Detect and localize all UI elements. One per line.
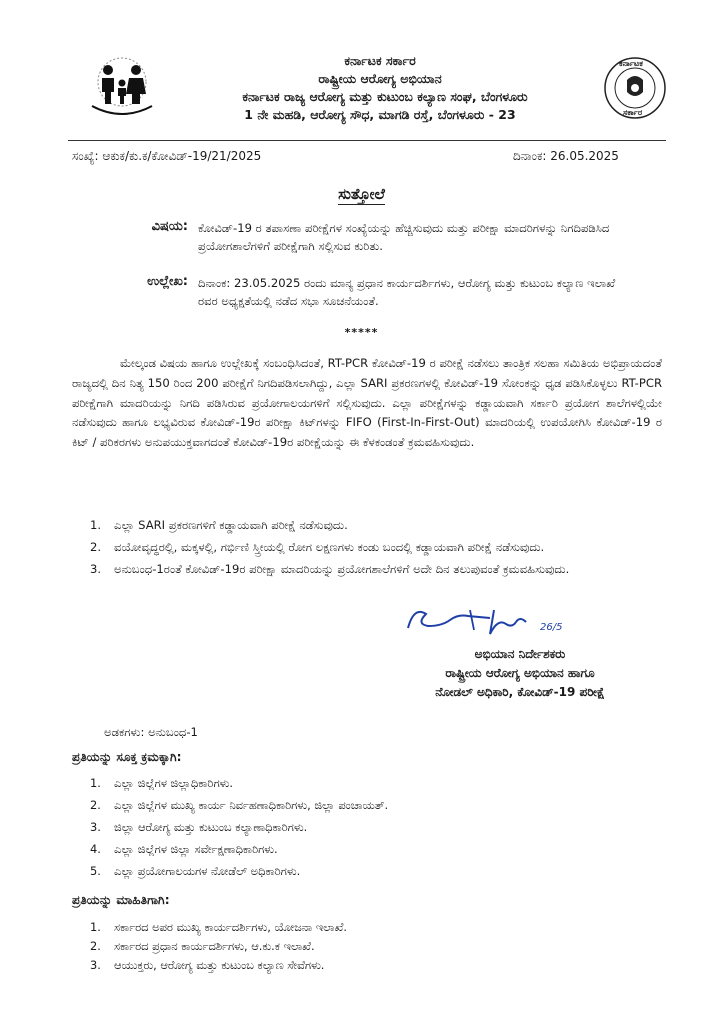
header-society: ಕರ್ನಾಟಕ ರಾಜ್ಯ ಆರೋಗ್ಯ ಮತ್ತು ಕುಟುಂಬ ಕಲ್ಯಾಣ ಸಂಘ, ಬೆಂಗಳೂರು [242, 89, 528, 104]
header-mission: ರಾಷ್ಟ್ರೀಯ ಆರೋಗ್ಯ ಅಭಿಯಾನ [318, 71, 442, 86]
signatory-nodal: ನೋಡಲ್ ಅಧಿಕಾರಿ, ಕೋವಿಡ್-19 ಪರೀಕ್ಷೆ [435, 685, 605, 699]
subject-label: ವಿಷಯ: [151, 219, 188, 234]
list-item: 1. ಸರ್ಕಾರದ ಅಪರ ಮುಖ್ಯ ಕಾರ್ಯದರ್ಶಿಗಳು, ಯೋಜನಾ ಇಲಾಖೆ. [90, 920, 347, 934]
body-paragraph: ಮೇಲ್ಕಂಡ ವಿಷಯ ಹಾಗೂ ಉಲ್ಲೇಖಕ್ಕೆ ಸಂಬಂಧಿಸಿದಂತೆ, RT-PCR ಕೋವಿಡ್-19 ರ ಪರೀಕ್ಷೆ ನಡೆಸಲು ತಾಂತ್ರಿಕ ಸಲಹಾ ಸಮಿತಿಯ ಅಭಿಪ್ರಾಯದಂತೆ ರಾಜ್ಯದಲ್ಲಿ ದಿನ ನಿತ್ಯ 150 ರಿಂದ 200 ಪರೀಕ್ಷೆಗೆ ನಿಗದಿಪಡಿಸಲಾಗಿದ್ದು, ಎಲ್ಲಾ SARI ಪ್ರಕರಣಗಳಲ್ಲಿ ಕೋವಿಡ್-19 ಸೋಂಕನ್ನು ಧೃಡ ಪಡಿಸಿಕೊಳ್ಳಲು RT-PCR ಪರೀಕ್ಷೆಗಾಗಿ ಮಾದರಿಯನ್ನು ನಿಗದಿ ಪಡಿಸಿರುವ ಪ್ರಯೋಗಾಲಯಗಳಿಗೆ ಸಲ್ಲಿಸುವುದು. ಎಲ್ಲಾ ಪರೀಕ್ಷೆಗಳನ್ನು ಕಡ್ಡಾಯವಾಗಿ ಸರ್ಕಾರಿ ಪ್ರಯೋಗ ಶಾಲೆಗಳಲ್ಲಿಯೇ ನಡೆಸುವುದು ಹಾಗೂ ಲಭ್ಯವಿರುವ ಕೋವಿಡ್-19ರ ಪರೀಕ್ಷಾ ಕಿಟ್‌ಗಳನ್ನು FIFO (First-In-First-Out) ಮಾದರಿಯಲ್ಲಿ ಉಪಯೋಗಿಸಿ ಕೋವಿಡ್-19 ರ ಕಿಟ್ / ಪರಿಕರಗಳು ಅನುಪಯುಕ್ತವಾಗದಂತೆ ಕೋವಿಡ್-19ರ ಪರೀಕ್ಷೆಯನ್ನು ಈ ಕೆಳಕಂಡಂತೆ ಕ್ರಮವಹಿಸುವುದು. [72, 356, 662, 450]
list-item: 5. ಎಲ್ಲಾ ಪ್ರಯೋಗಾಲಯಗಳ ನೋಡೆಲ್ ಅಧಿಕಾರಿಗಳು. [90, 864, 301, 878]
karnataka-emblem-logo [603, 50, 667, 126]
copy-action-list [90, 774, 650, 884]
reference-text: ದಿನಾಂಕ: 23.05.2025 ರಂದು ಮಾನ್ಯ ಪ್ರಧಾನ ಕಾರ್ಯದರ್ಶಿಗಳು, ಆರೋಗ್ಯ ಮತ್ತು ಕುಟುಂಬ ಕಲ್ಯಾಣ ಇಲಾಖೆ ರವರ ಅಧ್ಯಕ್ಷತೆಯಲ್ಲಿ ನಡೆದ ಸಭಾ ಸೂಚನೆಯಂತೆ. [198, 276, 616, 308]
copy-info-list [90, 918, 650, 975]
signatory-title: ಅಭಿಯಾನ ನಿರ್ದೇಶಕರು [474, 647, 566, 661]
list-item: 4. ಎಲ್ಲಾ ಜಿಲ್ಲೆಗಳ ಜಿಲ್ಲಾ ಸರ್ವೇಕ್ಷಣಾಧಿಕಾರಿಗಳು. [90, 842, 278, 856]
reference-number: ಸಂಖ್ಯೆ: ಆಕುಕ/ಕು.ಕ/ಕೋವಿಡ್-19/21/2025 [72, 149, 262, 163]
list-item: 2. ಎಲ್ಲಾ ಜಿಲ್ಲೆಗಳ ಮುಖ್ಯ ಕಾರ್ಯ ನಿರ್ವಹಣಾಧಿಕಾರಿಗಳು, ಜಿಲ್ಲಾ ಪಂಚಾಯತ್. [90, 798, 389, 812]
header-divider [68, 140, 666, 141]
list-item: 1. ಎಲ್ಲಾ SARI ಪ್ರಕರಣಗಳಿಗೆ ಕಡ್ಡಾಯವಾಗಿ ಪರೀಕ್ಷೆ ನಡೆಸುವುದು. [90, 518, 348, 532]
enclosures: ಅಡಕಗಳು: ಅನುಬಂಧ-1 [104, 725, 198, 739]
header-government: ಕರ್ನಾಟಕ ಸರ್ಕಾರ [344, 53, 416, 68]
copy-action-heading: ಪ್ರತಿಯನ್ನು ಸೂಕ್ತ ಕ್ರಮಕ್ಕಾಗಿ: [72, 750, 182, 764]
copy-info-heading: ಪ್ರತಿಯನ್ನು ಮಾಹಿತಿಗಾಗಿ: [72, 893, 170, 907]
list-item: 2. ಸರ್ಕಾರದ ಪ್ರಧಾನ ಕಾರ್ಯದರ್ಶಿಗಳು, ಆ.ಕು.ಕ ಇಲಾಖೆ. [90, 939, 315, 953]
handwritten-signature [400, 602, 600, 642]
list-item: 3. ಆಯುಕ್ತರು, ಆರೋಗ್ಯ ಮತ್ತು ಕುಟುಂಬ ಕಲ್ಯಾಣ ಸೇವೆಗಳು. [90, 958, 325, 972]
document-title: ಸುತ್ತೋಲೆ [338, 185, 385, 203]
separator-stars: ***** [344, 326, 379, 339]
list-item: 3. ಅನುಬಂಧ-1ರಂತೆ ಕೋವಿಡ್-19ರ ಪರೀಕ್ಷಾ ಮಾದರಿಯನ್ನು ಪ್ರಯೋಗಶಾಲೆಗಳಿಗೆ ಅದೇ ದಿನ ತಲುಪುವಂತೆ ಕ್ರಮವಹಿಸುವುದು. [90, 562, 570, 576]
signatory-mission: ರಾಷ್ಟ್ರೀಯ ಆರೋಗ್ಯ ಅಭಿಯಾನ ಹಾಗೂ [445, 666, 595, 680]
header-address: 1 ನೇ ಮಹಡಿ, ಆರೋಗ್ಯ ಸೌಧ, ಮಾಗಡಿ ರಸ್ತೆ, ಬೆಂಗಳೂರು - 23 [244, 107, 516, 122]
signature-date: 26/5 [540, 622, 563, 633]
list-item: 2. ವಯೋವೃದ್ಧರಲ್ಲಿ, ಮಕ್ಕಳಲ್ಲಿ, ಗರ್ಭಿಣಿ ಸ್ತ್ರೀಯಲ್ಲಿ ರೋಗ ಲಕ್ಷಣಗಳು ಕಂಡು ಬಂದಲ್ಲಿ ಕಡ್ಡಾಯವಾಗಿ ಪರೀಕ್ಷೆ ನಡೆಸುವುದು. [90, 540, 545, 554]
subject-text: ಕೋವಿಡ್-19 ರ ತಪಾಸಣಾ ಪರೀಕ್ಷೆಗಳ ಸಂಖ್ಯೆಯನ್ನು ಹೆಚ್ಚಿಸುವುದು ಮತ್ತು ಪರೀಕ್ಷಾ ಮಾದರಿಗಳನ್ನು ನಿಗದಿಪಡಿಸಿದ ಪ್ರಯೋಗಶಾಲೆಗಳಿಗೆ ಪರೀಕ್ಷೆಗಾಗಿ ಸಲ್ಲಿಸುವ ಕುರಿತು. [198, 221, 610, 253]
reference-label: ಉಲ್ಲೇಖ: [147, 274, 188, 289]
emblem-top-text: ಕರ್ನಾಟಕ [619, 59, 643, 68]
list-item: 1. ಎಲ್ಲಾ ಜಿಲ್ಲೆಗಳ ಜಿಲ್ಲಾಧಿಕಾರಿಗಳು. [90, 776, 234, 790]
nhm-family-logo [78, 52, 166, 124]
instructions-list [90, 516, 650, 582]
emblem-bottom-text: ಸರ್ಕಾರ [623, 108, 643, 117]
list-item: 3. ಜಿಲ್ಲಾ ಆರೋಗ್ಯ ಮತ್ತು ಕುಟುಂಬ ಕಲ್ಯಾಣಾಧಿಕಾರಿಗಳು. [90, 820, 308, 834]
document-date: ದಿನಾಂಕ: 26.05.2025 [513, 149, 619, 163]
